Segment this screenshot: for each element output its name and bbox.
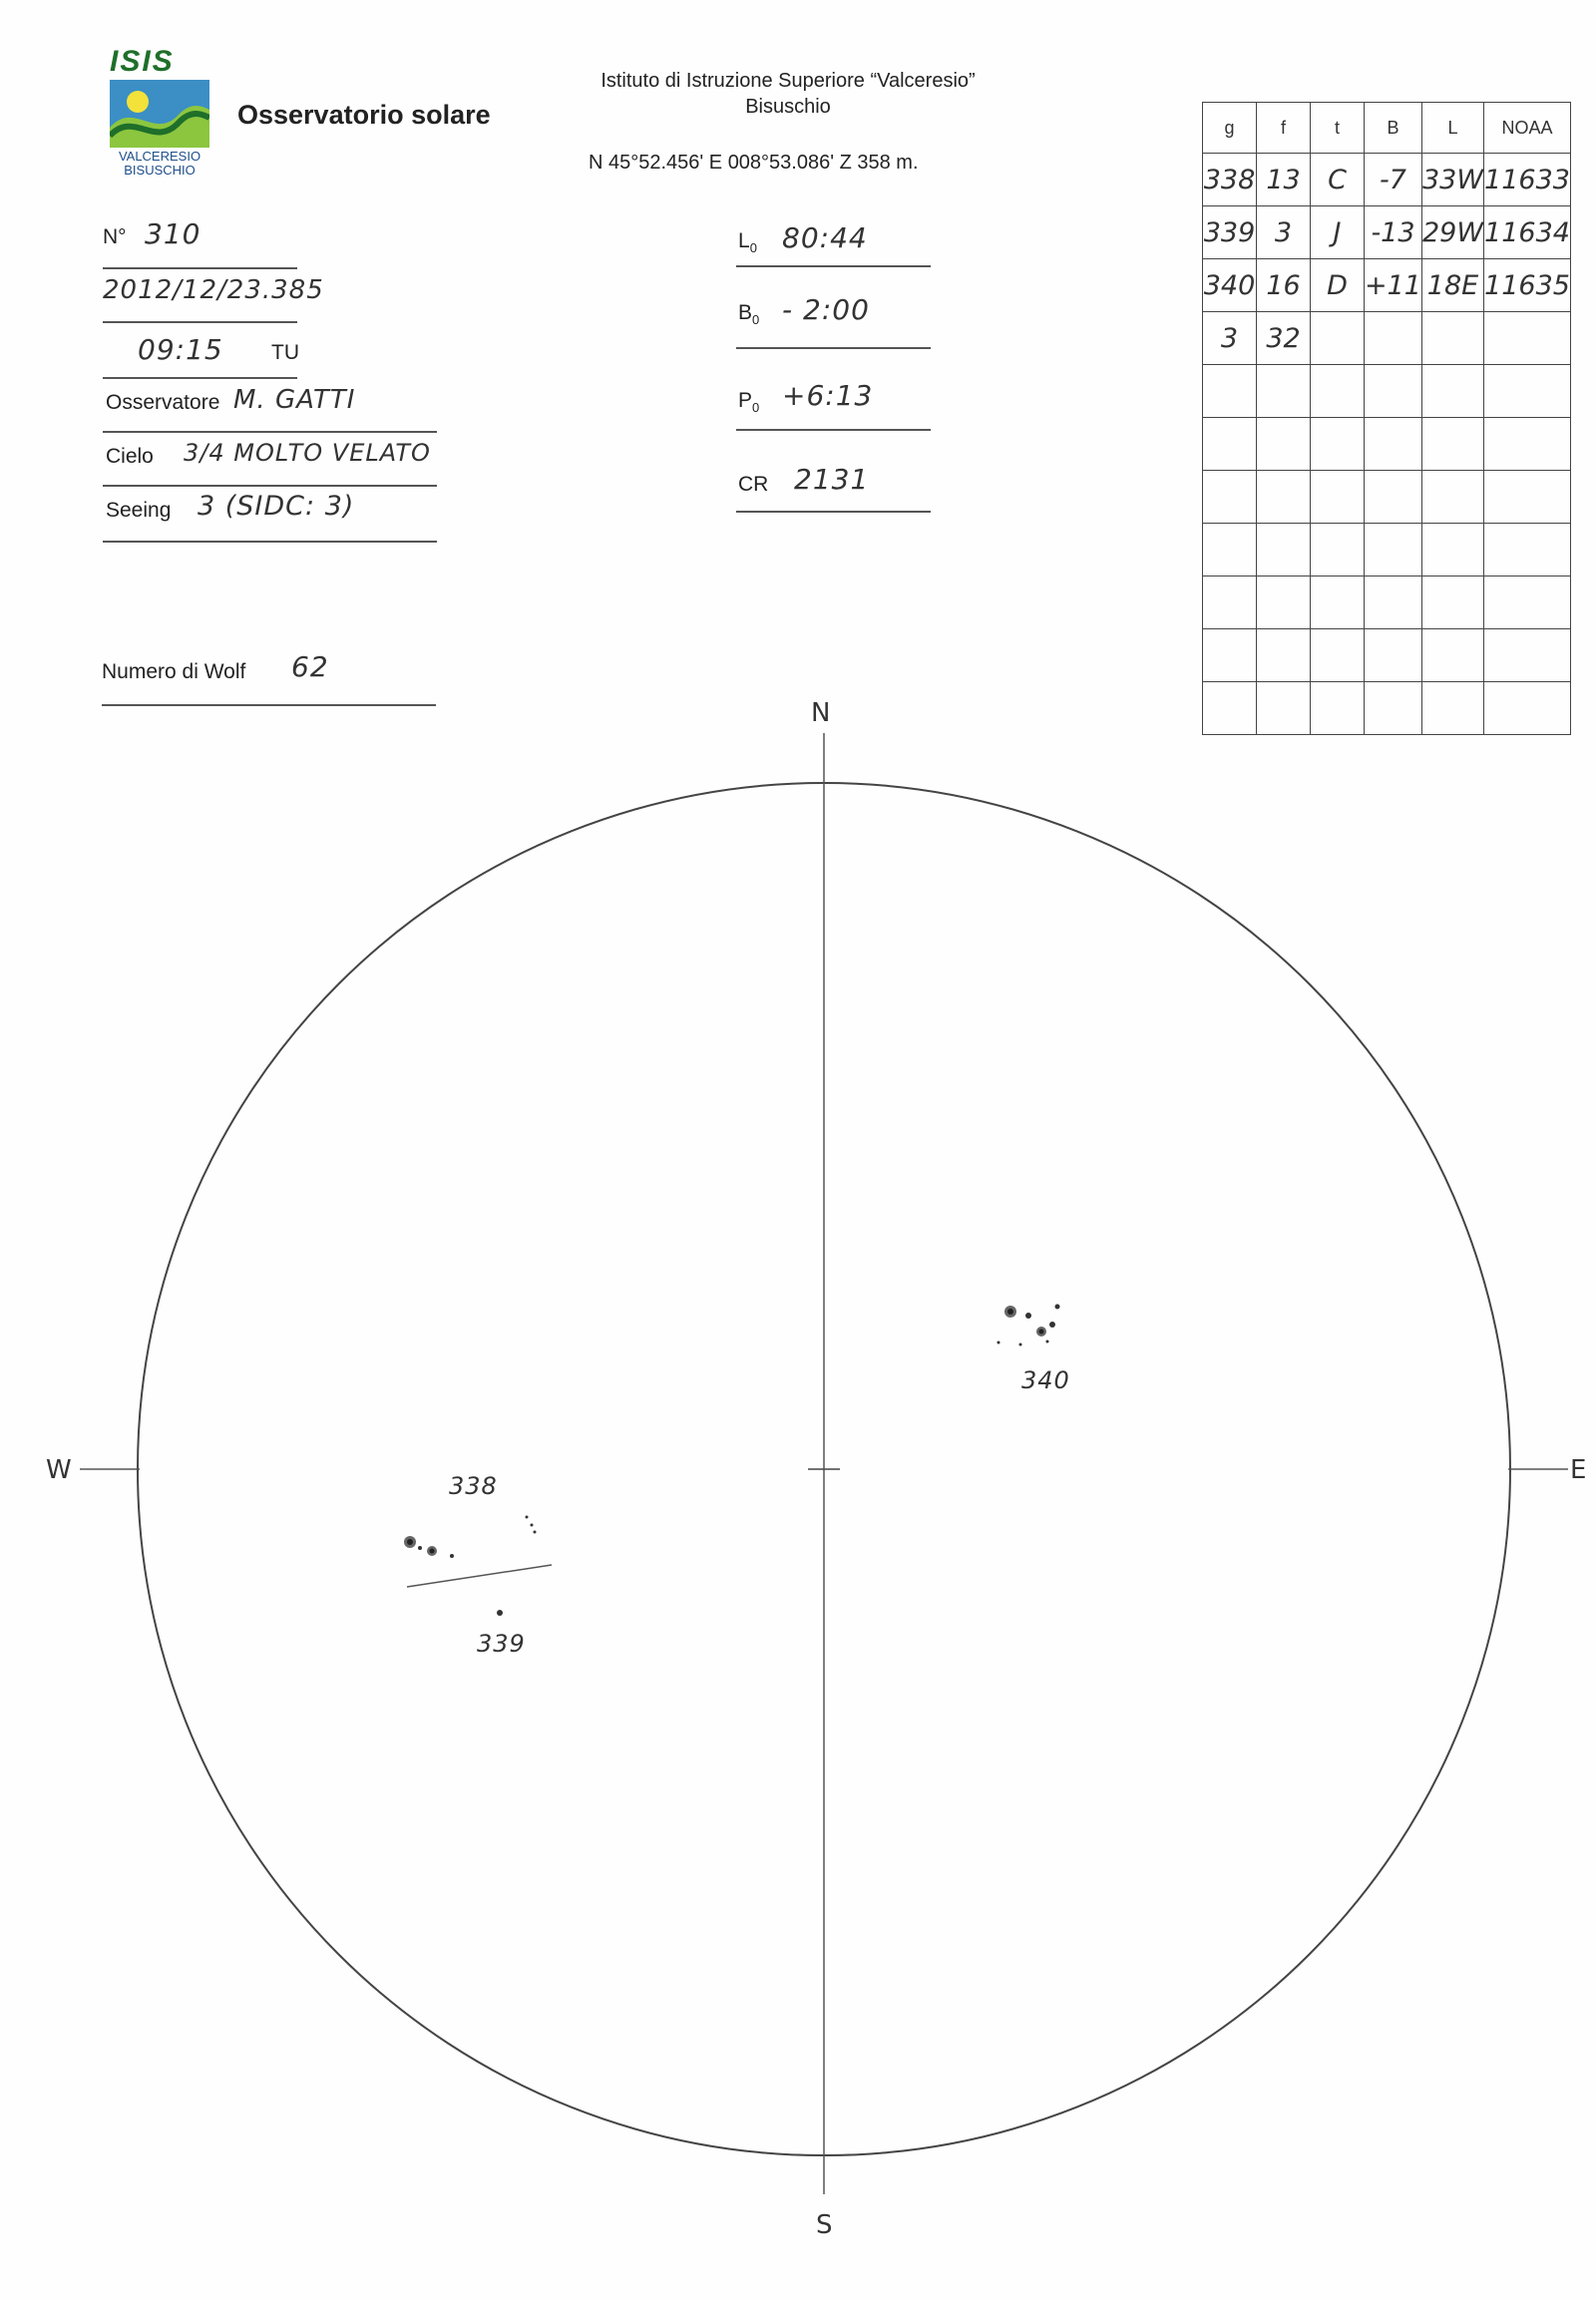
table-cell: 29W [1421, 206, 1483, 259]
table-cell: 18E [1421, 259, 1483, 312]
west-label: W [46, 1455, 72, 1485]
table-cell: J [1311, 206, 1365, 259]
group-separator-line [407, 1565, 552, 1587]
table-cell: C [1311, 154, 1365, 206]
p0-value: +6:13 [782, 379, 874, 412]
table-cell: 11635 [1484, 259, 1571, 312]
group-label-340: 340 [1021, 1366, 1070, 1394]
b0-value: - 2:00 [782, 293, 870, 326]
wolf-label: Numero di Wolf [102, 660, 246, 683]
table-header-cell: g [1203, 103, 1257, 154]
sunspot-group-340 [998, 1305, 1060, 1346]
table-header-cell: f [1257, 103, 1311, 154]
logo-subtitle-line-2: BISUSCHIO [124, 163, 196, 178]
table-header-cell: B [1365, 103, 1422, 154]
north-label: N [811, 698, 831, 728]
sunspot-group-339 [497, 1610, 503, 1616]
seeing-label: Seeing [106, 499, 172, 522]
table-cell: 13 [1257, 154, 1311, 206]
table-cell: -13 [1365, 206, 1422, 259]
table-header-cell: t [1311, 103, 1365, 154]
table-cell: -7 [1365, 154, 1422, 206]
table-header-cell: NOAA [1484, 103, 1571, 154]
b0-label: $B_0$ [738, 301, 760, 328]
cr-label: CR [738, 473, 769, 496]
table-cell: 11633 [1484, 154, 1571, 206]
isis-logo-text: ISIS [110, 45, 175, 78]
time-unit: TU [271, 341, 299, 364]
south-label: S [816, 2210, 833, 2240]
table-header-cell: L [1421, 103, 1483, 154]
observatory-coordinates: N 45°52.456' E 008°53.086' Z 358 m. [589, 152, 919, 174]
observer-value: M. GATTI [233, 385, 356, 415]
sky-label: Cielo [106, 445, 154, 468]
l0-value: 80:44 [782, 221, 868, 254]
table-cell: 11634 [1484, 206, 1571, 259]
number-value: 310 [145, 217, 201, 250]
table-cell: 3 [1203, 312, 1257, 365]
table-cell: 16 [1257, 259, 1311, 312]
east-label: E [1570, 1455, 1587, 1485]
l0-label: $L_0$ [738, 229, 757, 256]
table-cell: 340 [1203, 259, 1257, 312]
sky-value: 3/4 MOLTO VELATO [184, 439, 431, 467]
time-value: 09:15 [138, 333, 223, 366]
logo-subtitle-line-1: VALCERESIO [118, 149, 201, 164]
table-cell: 338 [1203, 154, 1257, 206]
table-cell: 33W [1421, 154, 1483, 206]
cr-value: 2131 [794, 463, 870, 496]
institute-town: Bisuschio [745, 96, 831, 118]
table-cell: D [1311, 259, 1365, 312]
table-cell: 339 [1203, 206, 1257, 259]
date-value: 2012/12/23.385 [103, 275, 324, 305]
institute-name: Istituto di Istruzione Superiore “Valceresio” [600, 70, 976, 92]
group-label-338: 338 [449, 1472, 498, 1500]
table-cell: +11 [1365, 259, 1422, 312]
sunspot-group-338 [404, 1516, 537, 1559]
observatory-title: Osservatorio solare [237, 100, 491, 130]
p0-label: $P_0$ [738, 389, 760, 416]
number-label: N° [103, 225, 127, 248]
seeing-value: 3 (SIDC: 3) [198, 491, 355, 522]
table-cell: 32 [1257, 312, 1311, 365]
observer-label: Osservatore [106, 391, 220, 414]
group-label-339: 339 [477, 1630, 526, 1658]
wolf-value: 62 [291, 650, 329, 683]
table-cell: 3 [1257, 206, 1311, 259]
